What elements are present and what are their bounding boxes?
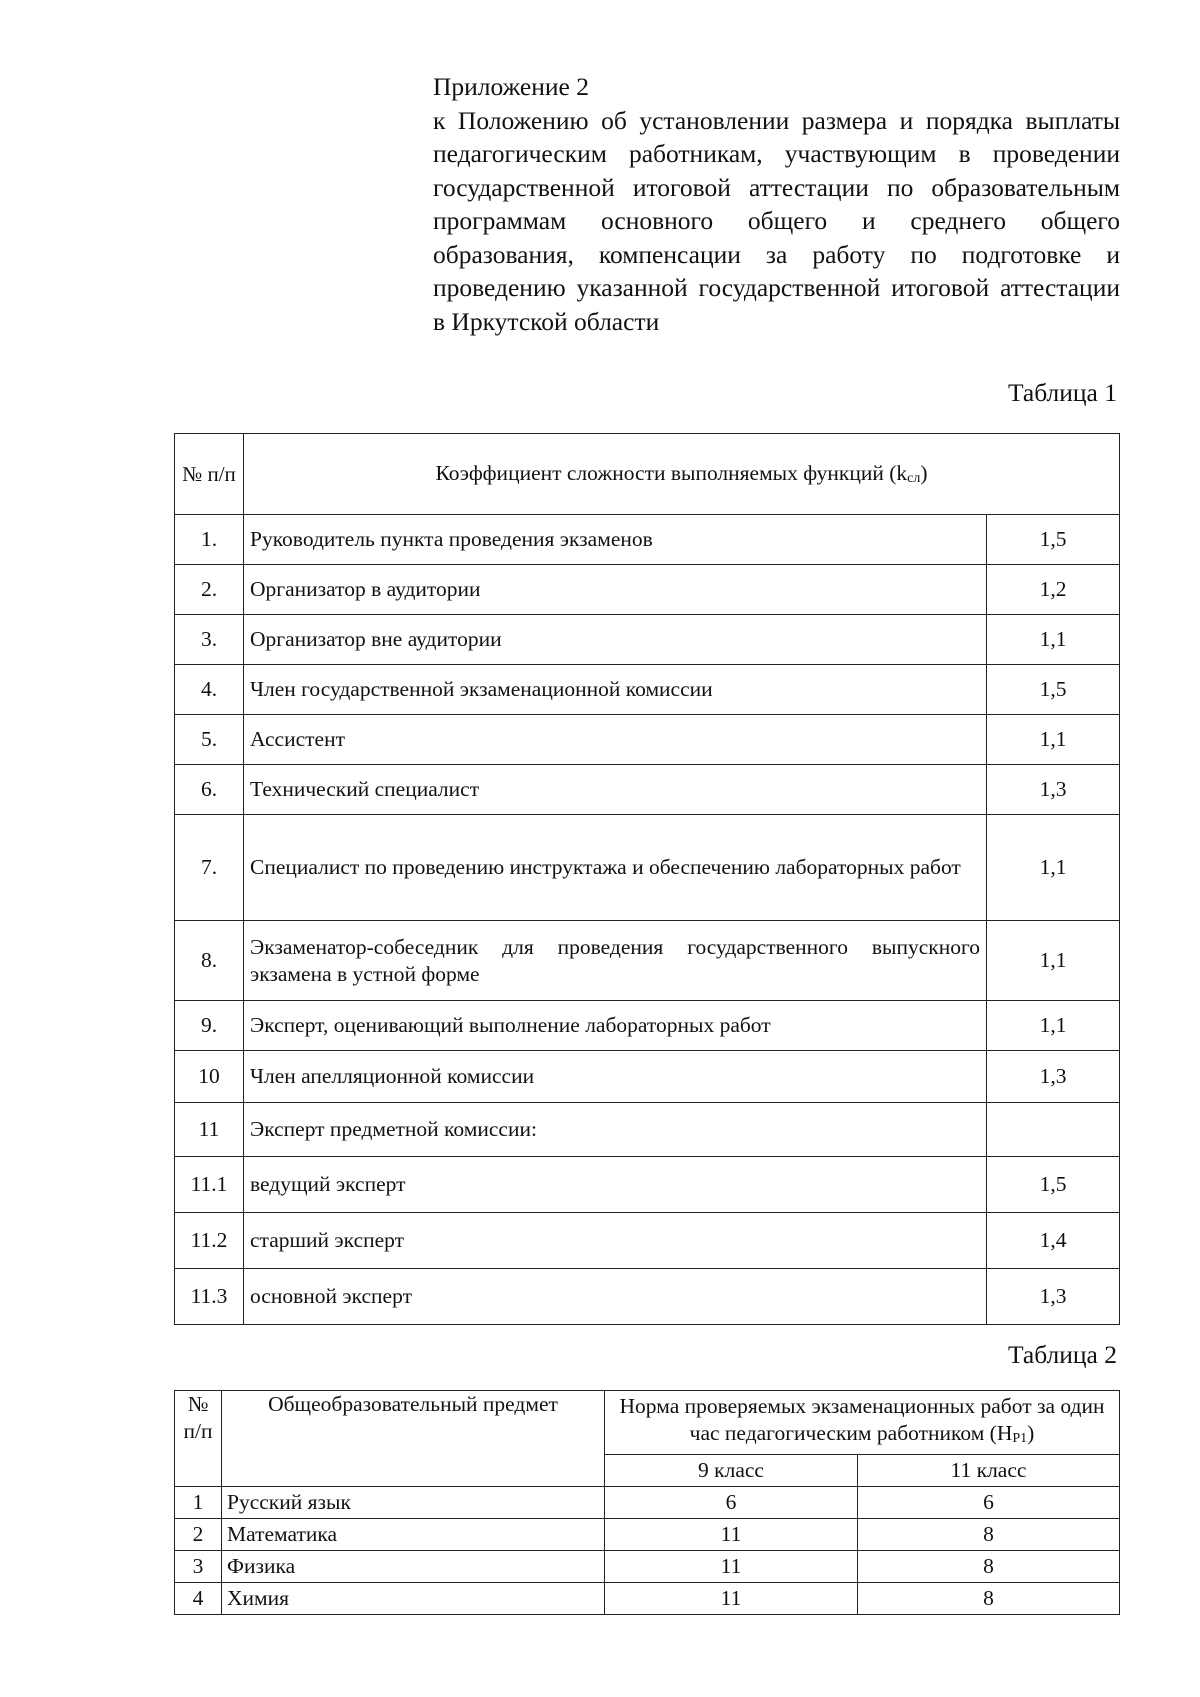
row-grade-9: 11 — [605, 1519, 858, 1551]
table2-header-norm-end: ) — [1027, 1421, 1035, 1445]
row-coefficient: 1,5 — [987, 515, 1120, 565]
row-function: Организатор вне аудитории — [244, 615, 987, 665]
row-number: 3. — [175, 615, 244, 665]
table2-header-norm-text: Норма проверяемых экзаменационных работ за один час педагогическим работником (Н — [619, 1394, 1105, 1445]
row-function: Специалист по проведению инструктажа и обеспечению лабораторных работ — [244, 815, 987, 921]
norm-table — [174, 1390, 1120, 1615]
row-grade-11: 8 — [858, 1551, 1120, 1583]
table-row — [175, 1001, 1120, 1051]
table-row — [175, 1487, 1120, 1519]
row-coefficient: 1,1 — [987, 921, 1120, 1001]
table1-caption: Таблица 1 — [1007, 378, 1117, 407]
row-coefficient: 1,2 — [987, 565, 1120, 615]
table-row — [175, 815, 1120, 921]
row-number: 4 — [175, 1583, 222, 1615]
row-number: 11.1 — [175, 1157, 244, 1213]
table-row — [175, 921, 1120, 1001]
row-subject: Русский язык — [222, 1487, 605, 1519]
table1-header-title-sub: сл — [907, 471, 921, 486]
table1-header-num: № п/п — [175, 434, 244, 515]
appendix-header — [433, 70, 1120, 338]
row-function: Экзаменатор-собеседник для проведения государственного выпускного экзамена в устной форме — [244, 921, 987, 1001]
table-row — [175, 1269, 1120, 1325]
row-subject: Химия — [222, 1583, 605, 1615]
row-number: 3 — [175, 1551, 222, 1583]
row-grade-11: 8 — [858, 1519, 1120, 1551]
row-subject: Физика — [222, 1551, 605, 1583]
row-grade-9: 11 — [605, 1551, 858, 1583]
table-row — [175, 1157, 1120, 1213]
table-row — [175, 1213, 1120, 1269]
row-function: ведущий эксперт — [244, 1157, 987, 1213]
table2-header-row — [175, 1391, 1120, 1455]
table-row — [175, 665, 1120, 715]
row-grade-11: 8 — [858, 1583, 1120, 1615]
row-function: основной эксперт — [244, 1269, 987, 1325]
row-grade-9: 6 — [605, 1487, 858, 1519]
row-coefficient: 1,5 — [987, 1157, 1120, 1213]
row-number: 5. — [175, 715, 244, 765]
appendix-description: к Положению об установлении размера и порядка выплаты педагогическим работникам, участвующим в проведении государственной итоговой аттестации по образовательным программам основного общего и среднего общего образования, компенсации за работу по подготовке и проведению указанной государственной итоговой аттестации в Иркутской области — [433, 105, 1120, 336]
row-number: 10 — [175, 1051, 244, 1103]
grade-9-header: 9 класс — [605, 1455, 858, 1487]
row-function: Руководитель пункта проведения экзаменов — [244, 515, 987, 565]
row-number: 2. — [175, 565, 244, 615]
row-coefficient: 1,1 — [987, 1001, 1120, 1051]
row-function: старший эксперт — [244, 1213, 987, 1269]
row-number: 1 — [175, 1487, 222, 1519]
table-row — [175, 565, 1120, 615]
row-function: Эксперт, оценивающий выполнение лабораторных работ — [244, 1001, 987, 1051]
row-number: 6. — [175, 765, 244, 815]
table-row — [175, 515, 1120, 565]
table2-header-subject: Общеобразовательный предмет — [222, 1391, 605, 1487]
row-function: Член апелляционной комиссии — [244, 1051, 987, 1103]
table-row — [175, 715, 1120, 765]
row-number: 9. — [175, 1001, 244, 1051]
row-number: 11 — [175, 1103, 244, 1157]
row-grade-11: 6 — [858, 1487, 1120, 1519]
row-number: 2 — [175, 1519, 222, 1551]
row-function: Эксперт предметной комиссии: — [244, 1103, 987, 1157]
table-row — [175, 765, 1120, 815]
row-number: 11.3 — [175, 1269, 244, 1325]
row-coefficient: 1,3 — [987, 1269, 1120, 1325]
table2-header-norm — [605, 1391, 1120, 1455]
row-coefficient: 1,3 — [987, 765, 1120, 815]
table1-header-title-end: ) — [920, 461, 928, 485]
table-row — [175, 1519, 1120, 1551]
row-coefficient: 1,1 — [987, 715, 1120, 765]
row-coefficient: 1,3 — [987, 1051, 1120, 1103]
row-function: Технический специалист — [244, 765, 987, 815]
row-grade-9: 11 — [605, 1583, 858, 1615]
table1-header-title-text: Коэффициент сложности выполняемых функций (k — [435, 461, 908, 485]
table2-header-num: № п/п — [175, 1391, 222, 1487]
table-row — [175, 1551, 1120, 1583]
table-row — [175, 1583, 1120, 1615]
row-coefficient: 1,1 — [987, 815, 1120, 921]
coefficient-table — [174, 433, 1120, 1325]
row-function: Организатор в аудитории — [244, 565, 987, 615]
table1-header-row — [175, 434, 1120, 515]
row-number: 4. — [175, 665, 244, 715]
row-number: 1. — [175, 515, 244, 565]
grade-11-header: 11 класс — [858, 1455, 1120, 1487]
row-subject: Математика — [222, 1519, 605, 1551]
row-function: Ассистент — [244, 715, 987, 765]
row-coefficient — [987, 1103, 1120, 1157]
table2-header-norm-sub: Р1 — [1012, 1431, 1028, 1446]
row-coefficient: 1,1 — [987, 615, 1120, 665]
row-coefficient: 1,4 — [987, 1213, 1120, 1269]
row-number: 7. — [175, 815, 244, 921]
table1-header-title — [244, 434, 1120, 515]
table-row — [175, 1103, 1120, 1157]
table2-caption: Таблица 2 — [1007, 1340, 1117, 1369]
table-row — [175, 1051, 1120, 1103]
appendix-title: Приложение 2 — [433, 72, 589, 101]
table-row — [175, 615, 1120, 665]
row-number: 8. — [175, 921, 244, 1001]
row-coefficient: 1,5 — [987, 665, 1120, 715]
row-function: Член государственной экзаменационной комиссии — [244, 665, 987, 715]
row-number: 11.2 — [175, 1213, 244, 1269]
